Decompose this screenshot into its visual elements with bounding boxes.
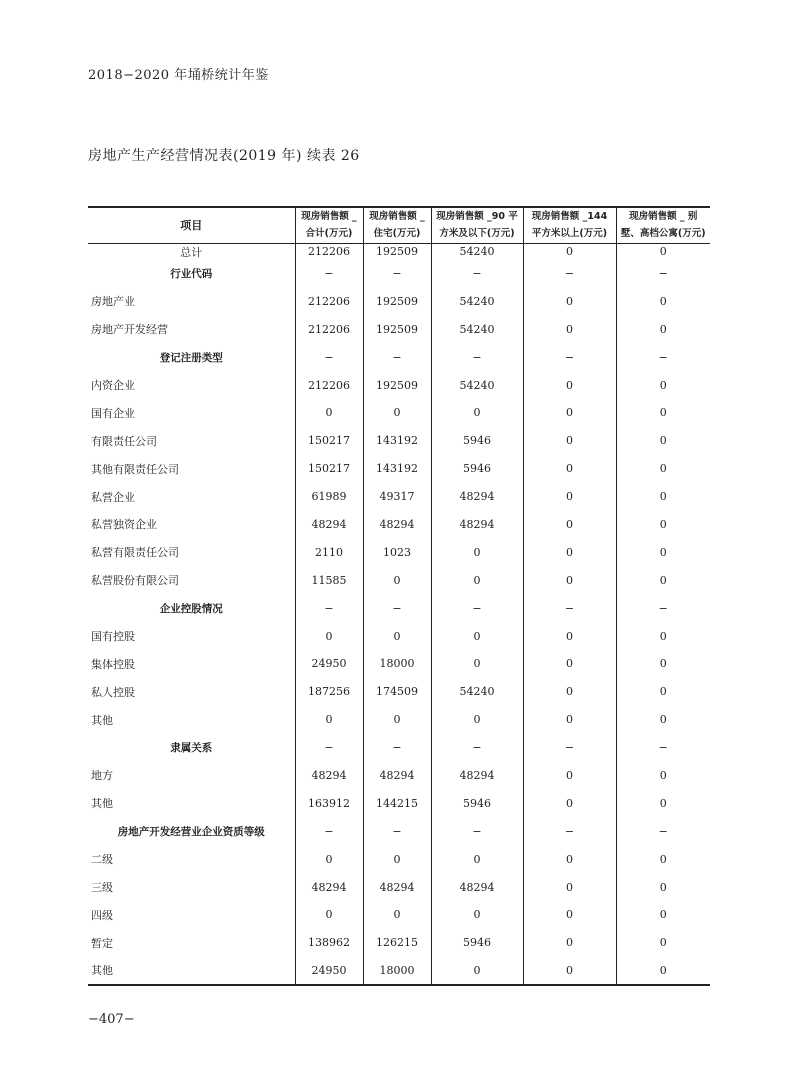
table-row: [88, 873, 710, 901]
row-label: 私营股份有限公司: [91, 574, 179, 588]
data-table: [88, 206, 710, 986]
table-cell: 0: [616, 483, 710, 511]
table-cell: −: [523, 734, 616, 762]
table-cell: 0: [523, 455, 616, 483]
table-cell: 2110: [295, 538, 363, 566]
table-cell: 48294: [431, 511, 523, 539]
table-row: [88, 538, 710, 566]
table-cell: 0: [523, 315, 616, 343]
row-label: 国有控股: [91, 630, 135, 644]
table-cell: 54240: [431, 243, 523, 260]
row-label: 内资企业: [91, 379, 135, 392]
table-cell: 0: [431, 706, 523, 734]
table-cell: 0: [523, 845, 616, 873]
table-cell: 0: [523, 399, 616, 427]
table-cell: 5946: [431, 455, 523, 483]
table-cell: 0: [616, 315, 710, 343]
table-cell: 212206: [295, 315, 363, 343]
table-cell: 0: [523, 511, 616, 539]
row-label: 三级: [91, 881, 113, 895]
table-row: [88, 650, 710, 678]
table-cell: 0: [523, 566, 616, 594]
header-row: [88, 207, 710, 243]
table-cell: −: [431, 734, 523, 762]
table-cell: 0: [431, 566, 523, 594]
table-cell: −: [295, 343, 363, 371]
table-cell: 0: [616, 929, 710, 957]
table-cell: −: [616, 343, 710, 371]
table-cell: 0: [616, 762, 710, 790]
row-label: 暂定: [91, 936, 113, 950]
table-cell: 54240: [431, 287, 523, 315]
table-cell: 54240: [431, 315, 523, 343]
table-cell: 0: [616, 901, 710, 929]
table-cell: 0: [523, 483, 616, 511]
table-cell: 0: [295, 845, 363, 873]
row-label: 四级: [91, 908, 113, 922]
column-header-line: 现房销售额 _: [301, 211, 357, 223]
column-header-line: 住宅(万元): [373, 228, 421, 240]
table-cell: 0: [523, 243, 616, 260]
table-cell: 5946: [431, 789, 523, 817]
row-label: 私人控股: [91, 685, 135, 699]
column-header-line: 现房销售额 _: [369, 211, 425, 223]
table-row: [88, 845, 710, 873]
table-cell: 192509: [363, 371, 431, 399]
table-cell: 0: [616, 957, 710, 985]
table-row: [88, 622, 710, 650]
table-cell: 48294: [431, 873, 523, 901]
table-cell: 0: [616, 566, 710, 594]
table-cell: −: [363, 343, 431, 371]
table-cell: −: [616, 594, 710, 622]
table-cell: 212206: [295, 371, 363, 399]
column-header-line: 项目: [180, 218, 203, 232]
table-row: [88, 399, 710, 427]
row-label: 其他: [91, 797, 113, 811]
row-label: 其他有限责任公司: [91, 462, 179, 476]
table-cell: 18000: [363, 957, 431, 985]
column-header-item: [88, 207, 295, 243]
table-cell: 48294: [363, 873, 431, 901]
column-header-line: 方米及以下(万元): [439, 228, 515, 240]
table-cell: −: [363, 260, 431, 288]
table-cell: −: [295, 594, 363, 622]
table-cell: 49317: [363, 483, 431, 511]
table-row: [88, 483, 710, 511]
table-cell: 61989: [295, 483, 363, 511]
table-cell: 11585: [295, 566, 363, 594]
table-cell: 0: [431, 399, 523, 427]
table-cell: 48294: [295, 511, 363, 539]
table-cell: 0: [431, 650, 523, 678]
table-cell: −: [616, 734, 710, 762]
table-cell: 144215: [363, 789, 431, 817]
table-cell: 0: [523, 901, 616, 929]
column-header: [616, 207, 710, 243]
table-row: [88, 706, 710, 734]
table-cell: 143192: [363, 455, 431, 483]
table-row: [88, 901, 710, 929]
table-cell: 0: [523, 538, 616, 566]
row-label: 其他: [91, 713, 113, 727]
table-cell: 0: [616, 427, 710, 455]
table-cell: 0: [616, 399, 710, 427]
table-cell: 0: [523, 873, 616, 901]
table-cell: 48294: [363, 762, 431, 790]
table-cell: 1023: [363, 538, 431, 566]
table-row: [88, 511, 710, 539]
table-cell: −: [431, 343, 523, 371]
table-cell: 0: [523, 650, 616, 678]
table-cell: 0: [523, 371, 616, 399]
table-cell: 0: [616, 243, 710, 260]
table-cell: 0: [295, 399, 363, 427]
table-cell: 48294: [431, 483, 523, 511]
table-cell: −: [363, 594, 431, 622]
column-header-line: 现房销售额 _144: [531, 211, 608, 223]
table-cell: 48294: [363, 511, 431, 539]
column-header-line: 现房销售额 _ 别: [629, 211, 698, 223]
table-cell: 0: [363, 566, 431, 594]
table-cell: 0: [616, 706, 710, 734]
table-cell: 0: [616, 789, 710, 817]
table-row: [88, 929, 710, 957]
table-cell: 0: [616, 650, 710, 678]
table-cell: 0: [431, 622, 523, 650]
table-cell: 192509: [363, 315, 431, 343]
table-row: [88, 455, 710, 483]
table-cell: −: [523, 343, 616, 371]
row-label: 房地产业: [91, 295, 135, 309]
table-row: [88, 315, 710, 343]
table-cell: 54240: [431, 371, 523, 399]
column-header-line: 平方米以上(万元): [531, 228, 608, 240]
column-header-line: 合计(万元): [305, 228, 353, 240]
column-header: [363, 207, 431, 243]
table-cell: 0: [616, 511, 710, 539]
table-cell: 138962: [295, 929, 363, 957]
table-cell: 163912: [295, 789, 363, 817]
row-label: 其他: [88, 957, 295, 985]
table-cell: 54240: [431, 678, 523, 706]
table-row: [88, 371, 710, 399]
table-cell: 48294: [295, 762, 363, 790]
table-row: [88, 789, 710, 817]
table-row: [88, 678, 710, 706]
table-cell: −: [523, 594, 616, 622]
table-cell: −: [295, 734, 363, 762]
table-cell: 24950: [295, 957, 363, 985]
row-label: 私营有限责任公司: [91, 546, 179, 560]
table-cell: 0: [616, 287, 710, 315]
table-cell: −: [363, 817, 431, 845]
table-cell: 24950: [295, 650, 363, 678]
table-cell: 143192: [363, 427, 431, 455]
table-cell: 0: [523, 678, 616, 706]
row-label: 登记注册类型: [159, 351, 223, 364]
column-header: [523, 207, 616, 243]
table-cell: 0: [363, 901, 431, 929]
table-header: [88, 207, 710, 243]
table-cell: 0: [616, 845, 710, 873]
section-header-row: [88, 817, 710, 845]
table-cell: −: [295, 260, 363, 288]
table-cell: 0: [363, 622, 431, 650]
row-label: 房地产开发经营业企业资质等级: [117, 825, 265, 838]
table-cell: 174509: [363, 678, 431, 706]
table-cell: −: [431, 817, 523, 845]
section-header-row: [88, 594, 710, 622]
table-cell: −: [616, 260, 710, 288]
table-row: [88, 762, 710, 790]
table-cell: −: [616, 817, 710, 845]
table-cell: 187256: [295, 678, 363, 706]
table-cell: 192509: [363, 243, 431, 260]
table-cell: 0: [523, 706, 616, 734]
table-cell: 0: [616, 622, 710, 650]
table-body: [88, 243, 710, 985]
table-cell: 126215: [363, 929, 431, 957]
table-cell: 0: [616, 678, 710, 706]
row-label: 总计: [180, 245, 203, 259]
table-cell: 0: [431, 538, 523, 566]
table-cell: 0: [523, 957, 616, 985]
table-cell: −: [523, 817, 616, 845]
table-cell: 0: [616, 873, 710, 901]
table-row: [88, 287, 710, 315]
table-cell: −: [431, 594, 523, 622]
table-cell: 0: [431, 901, 523, 929]
row-label: 有限责任公司: [91, 434, 157, 448]
table-cell: 5946: [431, 427, 523, 455]
table-cell: −: [523, 260, 616, 288]
table-cell: −: [295, 817, 363, 845]
table-cell: 0: [523, 929, 616, 957]
table-cell: 0: [363, 845, 431, 873]
table-row: [88, 243, 710, 260]
row-label: 私营独资企业: [91, 518, 157, 532]
row-label: 房地产开发经营: [91, 323, 168, 337]
section-header-row: [88, 343, 710, 371]
table-row: [88, 427, 710, 455]
table-row: [88, 957, 710, 985]
table-cell: 0: [616, 538, 710, 566]
table-cell: 0: [431, 957, 523, 985]
table-cell: 150217: [295, 427, 363, 455]
table-cell: 0: [295, 901, 363, 929]
page-number: −407−: [88, 1012, 135, 1027]
table-cell: −: [431, 260, 523, 288]
table-title: 房地产生产经营情况表(2019 年) 续表 26: [88, 148, 360, 164]
table-cell: 48294: [295, 873, 363, 901]
table-cell: 0: [523, 287, 616, 315]
row-label: 行业代码: [170, 267, 213, 280]
table-cell: 48294: [431, 762, 523, 790]
table-cell: 0: [431, 845, 523, 873]
row-label: 企业控股情况: [159, 602, 223, 615]
column-header: [295, 207, 363, 243]
table-cell: 0: [616, 371, 710, 399]
row-label: 集体控股: [91, 657, 135, 671]
column-header-line: 墅、高档公寓(万元): [620, 228, 706, 240]
table-cell: 212206: [295, 287, 363, 315]
table-row: [88, 566, 710, 594]
table-cell: 150217: [295, 455, 363, 483]
running-head: 2018−2020 年埇桥统计年鉴: [88, 68, 269, 83]
row-label: 国有企业: [91, 406, 135, 420]
column-header-line: 现房销售额 _90 平: [436, 211, 518, 223]
section-header-row: [88, 260, 710, 288]
row-label: 地方: [91, 769, 113, 783]
table-cell: 0: [295, 706, 363, 734]
column-header: [431, 207, 523, 243]
table-cell: 0: [295, 622, 363, 650]
table-cell: 0: [523, 762, 616, 790]
table-cell: 0: [523, 789, 616, 817]
table-cell: 0: [363, 706, 431, 734]
table-cell: 192509: [363, 287, 431, 315]
table-cell: −: [363, 734, 431, 762]
table-cell: 5946: [431, 929, 523, 957]
table-cell: 0: [363, 399, 431, 427]
table-cell: 212206: [295, 243, 363, 260]
section-header-row: [88, 734, 710, 762]
row-label: 二级: [91, 853, 113, 867]
row-label: 私营企业: [91, 490, 135, 504]
row-label: 隶属关系: [170, 742, 213, 755]
table-cell: 0: [523, 622, 616, 650]
table-cell: 0: [523, 427, 616, 455]
table-cell: 0: [616, 455, 710, 483]
table-cell: 18000: [363, 650, 431, 678]
